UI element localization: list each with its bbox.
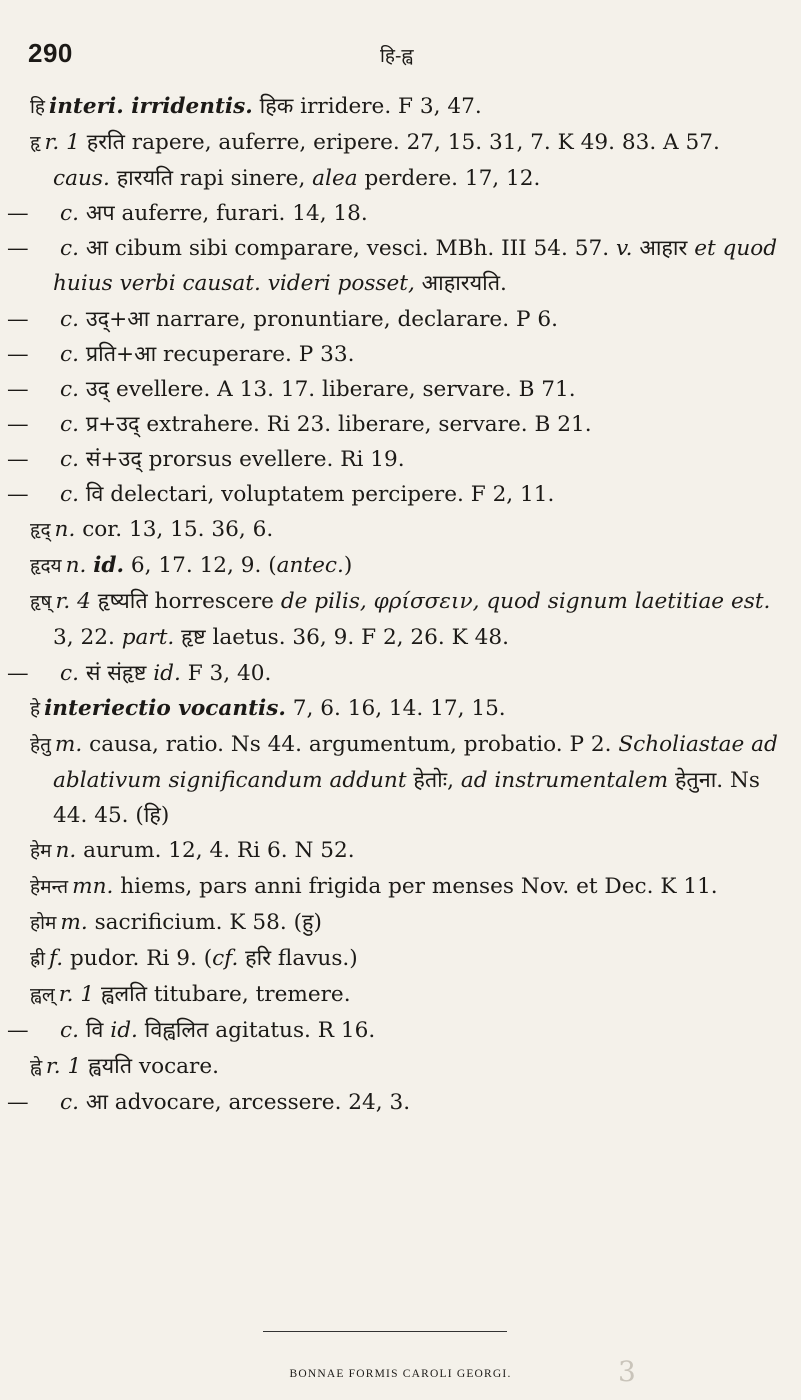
definition-text: sacrificium. K 58. (हु) <box>94 910 322 936</box>
grammar-tag: c. <box>60 201 86 227</box>
dictionary-entry <box>30 869 780 905</box>
definition-text: आ cibum sibi comparare, vesci. MBh. III 54. 57. <box>85 236 616 262</box>
lemma-text: interi. irridentis. <box>49 94 253 119</box>
dictionary-entry <box>7 477 780 512</box>
definition-text: 7, 6. 16, 14. 17, 15. <box>285 695 506 721</box>
dictionary-entry <box>30 1049 780 1085</box>
headword: हि <box>30 96 46 118</box>
dictionary-entry <box>30 691 780 727</box>
grammar-tag: c. <box>60 1089 86 1115</box>
lemma-text: id. <box>93 553 125 579</box>
dictionary-entry <box>7 372 780 407</box>
headword: ह्वल् <box>30 984 55 1007</box>
entry-dash: — <box>7 376 29 402</box>
grammar-tag: m. <box>54 731 90 757</box>
dictionary-entry <box>30 727 780 833</box>
definition-text: pudor. Ri 9. ( <box>69 946 213 972</box>
definition-text: cor. 13, 15. 36, 6. <box>82 517 274 543</box>
entry-dash: — <box>7 482 29 508</box>
pencil-mark: 3 <box>618 1355 636 1388</box>
grammar-tag: c. <box>60 236 86 262</box>
headword: हे <box>30 697 41 720</box>
headword: ह्री <box>30 948 46 971</box>
italic-note: antec. <box>276 553 344 579</box>
printer-imprint: BONNAE FORMIS CAROLI GEORGI. <box>289 1368 512 1380</box>
definition-text: उद्+आ narrare, pronuntiare, declarare. P 6. <box>85 306 558 332</box>
italic-note: id. <box>153 660 181 686</box>
definition-text: ह्वयति vocare. <box>88 1053 220 1079</box>
definition-text: वि delectari, voluptatem percipere. F 2, 11. <box>85 482 555 508</box>
definition-text: वि <box>85 1018 111 1044</box>
entry-dash: — <box>7 341 29 367</box>
definition-text: प्र+उद् extrahere. Ri 23. liberare, servare. B 21. <box>85 411 592 437</box>
headword: हृद् <box>30 519 51 542</box>
headword: होम <box>30 912 57 935</box>
headword: हृदय <box>30 555 62 578</box>
grammar-tag: c. <box>60 411 86 437</box>
definition-text: ह्वलति titubare, tremere. <box>101 982 351 1008</box>
italic-note: Scholiastae ad ablativum significandum addunt <box>53 731 778 793</box>
dictionary-entry <box>30 548 780 584</box>
definition-text: हरति rapere, auferre, eripere. 27, 15. 31, 7. K 49. 83. A 57. <box>86 130 720 156</box>
entry-dash: — <box>7 446 29 472</box>
entry-dash: — <box>7 1018 29 1044</box>
dictionary-entry <box>7 407 780 442</box>
headword: हेम <box>30 839 52 862</box>
grammar-tag: f. <box>49 946 70 972</box>
italic-note: et quod huius verbi causat. videri posset, <box>53 236 778 297</box>
grammar-tag: c. <box>60 306 86 332</box>
entry-dash: — <box>7 411 29 437</box>
definition-text: आहारयति. <box>414 271 507 297</box>
grammar-tag: c. <box>60 376 86 402</box>
entry-dash: — <box>7 236 29 262</box>
definition-text: हेतोः, <box>406 767 461 793</box>
italic-note: alea <box>312 166 358 192</box>
dictionary-entry <box>30 125 780 196</box>
italic-note: cf. <box>212 946 239 972</box>
italic-note: id. <box>110 1018 138 1044</box>
headword: ह्वे <box>30 1055 42 1078</box>
page-number: 290 <box>28 38 73 68</box>
definition-text: ) <box>343 553 353 579</box>
grammar-tag: r. 1 <box>45 1053 89 1079</box>
definition-text: हिक irridere. F 3, 47. <box>252 94 482 119</box>
headword: हेतु <box>30 733 51 756</box>
italic-note: v. <box>615 236 633 262</box>
dictionary-entry <box>7 231 780 301</box>
dictionary-entry <box>30 941 780 977</box>
dictionary-entry <box>7 1013 780 1048</box>
dictionary-entry <box>7 656 780 691</box>
headword: हेमन्त <box>30 876 69 899</box>
grammar-tag: n. <box>55 837 84 863</box>
definition-text: अप auferre, furari. 14, 18. <box>85 201 368 227</box>
lemma-text: interiectio vocantis. <box>44 695 286 721</box>
entry-dash: — <box>7 1089 29 1115</box>
italic-note: part. <box>121 625 175 651</box>
grammar-tag: mn. <box>72 874 121 900</box>
dictionary-entry <box>30 905 780 941</box>
definition-text: हृष्यति horrescere <box>97 589 281 615</box>
grammar-tag: r. 1 <box>58 982 102 1008</box>
grammar-tag: c. <box>60 482 86 508</box>
dictionary-entry <box>7 196 780 231</box>
definition-text: विह्वलित agitatus. R 16. <box>137 1018 376 1044</box>
running-head: हि-ह्व <box>380 45 414 67</box>
definition-text: हृष्ट laetus. 36, 9. F 2, 26. K 48. <box>174 625 509 651</box>
definition-text <box>367 589 374 614</box>
grammar-tag: n. <box>54 517 83 543</box>
dictionary-entry <box>30 89 780 125</box>
definition-text: उद् evellere. A 13. 17. liberare, servare. B 71. <box>85 376 576 402</box>
definition-text: आ advocare, arcessere. 24, 3. <box>85 1089 411 1115</box>
grammar-tag: c. <box>60 660 86 686</box>
italic-note: caus. <box>53 166 110 192</box>
entry-dash: — <box>7 660 29 686</box>
definition-text: hiems, pars anni frigida per menses Nov. et Dec. K 11. <box>120 874 718 900</box>
entry-list <box>7 89 780 1120</box>
entry-dash: — <box>7 201 29 227</box>
dictionary-entry <box>7 442 780 477</box>
headword: हृष् <box>30 591 52 614</box>
dictionary-entry <box>30 977 780 1013</box>
dictionary-entry <box>30 584 780 655</box>
definition-text: perdere. 17, 12. <box>357 166 541 192</box>
headword: हृ <box>30 132 41 155</box>
definition-text: aurum. 12, 4. Ri 6. N 52. <box>83 837 355 863</box>
grammar-tag: c. <box>60 446 86 472</box>
grammar-tag: m. <box>60 910 95 936</box>
grammar-tag: c. <box>60 1018 86 1044</box>
dictionary-entry <box>7 302 780 337</box>
definition-text: F 3, 40. <box>180 660 272 686</box>
grammar-tag: c. <box>60 341 86 367</box>
definition-text: आहार <box>632 236 695 262</box>
footer-rule <box>263 1331 507 1332</box>
dictionary-entry <box>7 337 780 372</box>
grammar-tag: n. <box>65 553 94 579</box>
definition-text: causa, ratio. Ns 44. argumentum, probatio. P 2. <box>89 731 619 757</box>
definition-text: 3, 22. <box>53 625 122 651</box>
dictionary-entry <box>30 512 780 548</box>
definition-text: 6, 17. 12, 9. ( <box>124 553 277 579</box>
definition-text: सं संहृष्ट <box>85 660 154 686</box>
dictionary-entry <box>30 833 780 869</box>
definition-text: सं+उद् prorsus evellere. Ri 19. <box>85 446 405 472</box>
italic-note: de pilis, <box>280 589 367 615</box>
definition-text: हारयति rapi sinere, <box>109 166 313 192</box>
dictionary-entry <box>7 1085 780 1120</box>
grammar-tag: r. 4 <box>55 589 98 615</box>
definition-text: हरि flavus.) <box>238 946 358 972</box>
italic-note: φρίσσειν, quod signum laetitiae est. <box>373 589 771 615</box>
italic-note: ad instrumentalem <box>460 767 669 793</box>
entry-dash: — <box>7 306 29 332</box>
definition-text: हेतुना. Ns 44. 45. (हि) <box>53 767 760 828</box>
definition-text: प्रति+आ recuperare. P 33. <box>85 341 355 367</box>
grammar-tag: r. 1 <box>44 130 87 156</box>
